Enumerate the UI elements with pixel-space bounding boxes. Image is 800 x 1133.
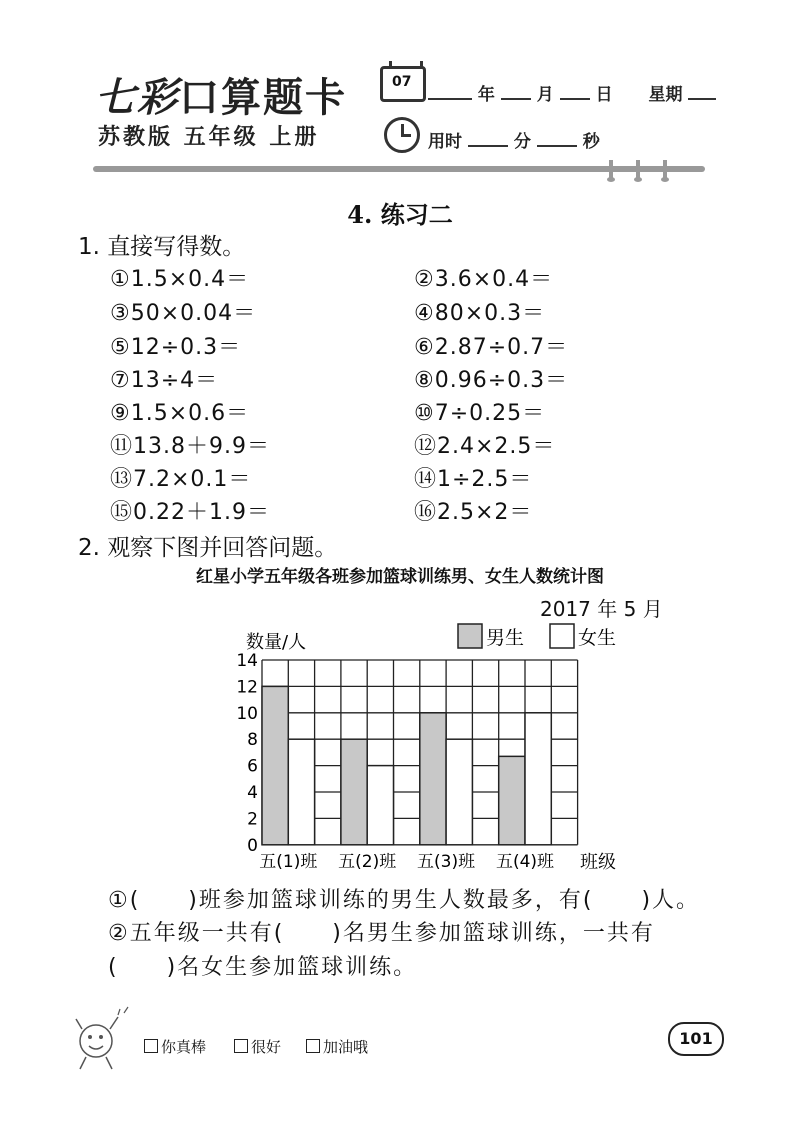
calendar-day: 07 <box>392 74 412 90</box>
brand-part2: 口算题卡 <box>179 74 347 121</box>
page-number: 101 <box>668 1022 724 1056</box>
divider-peg <box>636 160 640 178</box>
y-tick-label: 14 <box>236 651 258 671</box>
page-title: 4. 练习二 <box>347 200 453 229</box>
edition-label: 苏教版 五年级 上册 <box>98 124 320 150</box>
divider-peg <box>609 160 613 178</box>
y-tick-label: 12 <box>236 677 258 698</box>
rating-option-good[interactable]: 很好 <box>234 1036 281 1057</box>
x-tick-label: 五(1)班 <box>259 851 318 872</box>
date-month-label: 月 <box>536 85 554 105</box>
problem-5: ⑤12÷0.3＝ <box>110 335 242 360</box>
x-tick-label: 五(4)班 <box>495 851 555 872</box>
divider-peg <box>663 160 667 178</box>
problem-4: ④80×0.3＝ <box>414 301 546 326</box>
date-fields <box>428 80 716 105</box>
chart-date: 2017 年 5 月 <box>540 597 663 621</box>
y-tick-label: 10 <box>236 703 258 724</box>
bar-boys <box>499 756 525 844</box>
x-axis-label: 班级 <box>580 852 616 873</box>
problem-6: ⑥2.87÷0.7＝ <box>414 335 569 360</box>
legend-swatch-boys <box>458 624 482 648</box>
bar-boys <box>262 686 288 844</box>
bar-chart <box>200 618 640 878</box>
rating-option-great[interactable]: 你真棒 <box>144 1036 206 1057</box>
x-tick-label: 五(2)班 <box>338 851 397 872</box>
y-axis-label: 数量/人 <box>246 632 307 653</box>
problem-14: ⑭1÷2.5＝ <box>414 467 533 492</box>
problem-2: ②3.6×0.4＝ <box>414 267 554 292</box>
bar-boys <box>420 713 446 845</box>
problem-7: ⑦13÷4＝ <box>110 368 219 393</box>
checkbox-icon[interactable] <box>144 1039 158 1053</box>
question-2-label: 2. 观察下图并回答问题。 <box>78 535 338 561</box>
date-week-label: 星期 <box>648 85 683 105</box>
x-tick-label: 五(3)班 <box>417 851 476 872</box>
legend-swatch-girls <box>550 624 574 648</box>
problem-10: ⑩7÷0.25＝ <box>414 401 546 426</box>
question-1-label: 1. 直接写得数。 <box>78 234 246 260</box>
chart-title: 红星小学五年级各班参加篮球训练男、女生人数统计图 <box>196 567 604 587</box>
y-tick-label: 6 <box>247 756 258 777</box>
sub-question-2b: ( )名女生参加篮球训练。 <box>108 955 418 980</box>
bar-boys <box>341 739 367 845</box>
sub-question-1: ①( )班参加篮球训练的男生人数最多，有( )人。 <box>108 888 701 913</box>
header-divider <box>93 166 705 172</box>
problem-13: ⑬7.2×0.1＝ <box>110 467 252 492</box>
brand-logo <box>95 66 347 123</box>
problem-15: ⑮0.22＋1.9＝ <box>110 500 270 525</box>
mascot-icon <box>68 1005 138 1075</box>
problem-8: ⑧0.96÷0.3＝ <box>414 368 569 393</box>
problem-1: ①1.5×0.4＝ <box>110 267 250 292</box>
problem-16: ⑯2.5×2＝ <box>414 500 533 525</box>
problem-12: ⑫2.4×2.5＝ <box>414 434 556 459</box>
sub-question-2a: ②五年级一共有( )名男生参加篮球训练，一共有 <box>108 921 655 946</box>
y-tick-label: 0 <box>247 835 258 856</box>
y-tick-label: 2 <box>247 809 258 830</box>
problem-9: ⑨1.5×0.6＝ <box>110 401 250 426</box>
calendar-icon <box>380 66 426 102</box>
checkbox-icon[interactable] <box>306 1039 320 1053</box>
y-tick-label: 4 <box>247 783 258 803</box>
time-label: 用时 <box>428 132 462 152</box>
time-fields <box>428 127 600 152</box>
legend-label-girls: 女生 <box>578 627 617 649</box>
time-min-label: 分 <box>513 132 531 152</box>
bar-girls <box>367 766 393 845</box>
problem-3: ③50×0.04＝ <box>110 301 257 326</box>
rating-option-keep-going[interactable]: 加油哦 <box>306 1036 368 1057</box>
brand-part1: 七彩 <box>95 74 179 121</box>
date-day-label: 日 <box>595 85 613 105</box>
bar-girls <box>288 739 314 845</box>
bar-girls <box>446 739 472 845</box>
legend-label-boys: 男生 <box>486 627 525 649</box>
checkbox-icon[interactable] <box>234 1039 248 1053</box>
problem-11: ⑪13.8＋9.9＝ <box>110 434 270 459</box>
clock-icon <box>384 117 420 153</box>
date-year-label: 年 <box>477 85 495 105</box>
y-tick-label: 8 <box>247 730 258 751</box>
bar-girls <box>525 713 551 845</box>
time-sec-label: 秒 <box>582 132 600 152</box>
